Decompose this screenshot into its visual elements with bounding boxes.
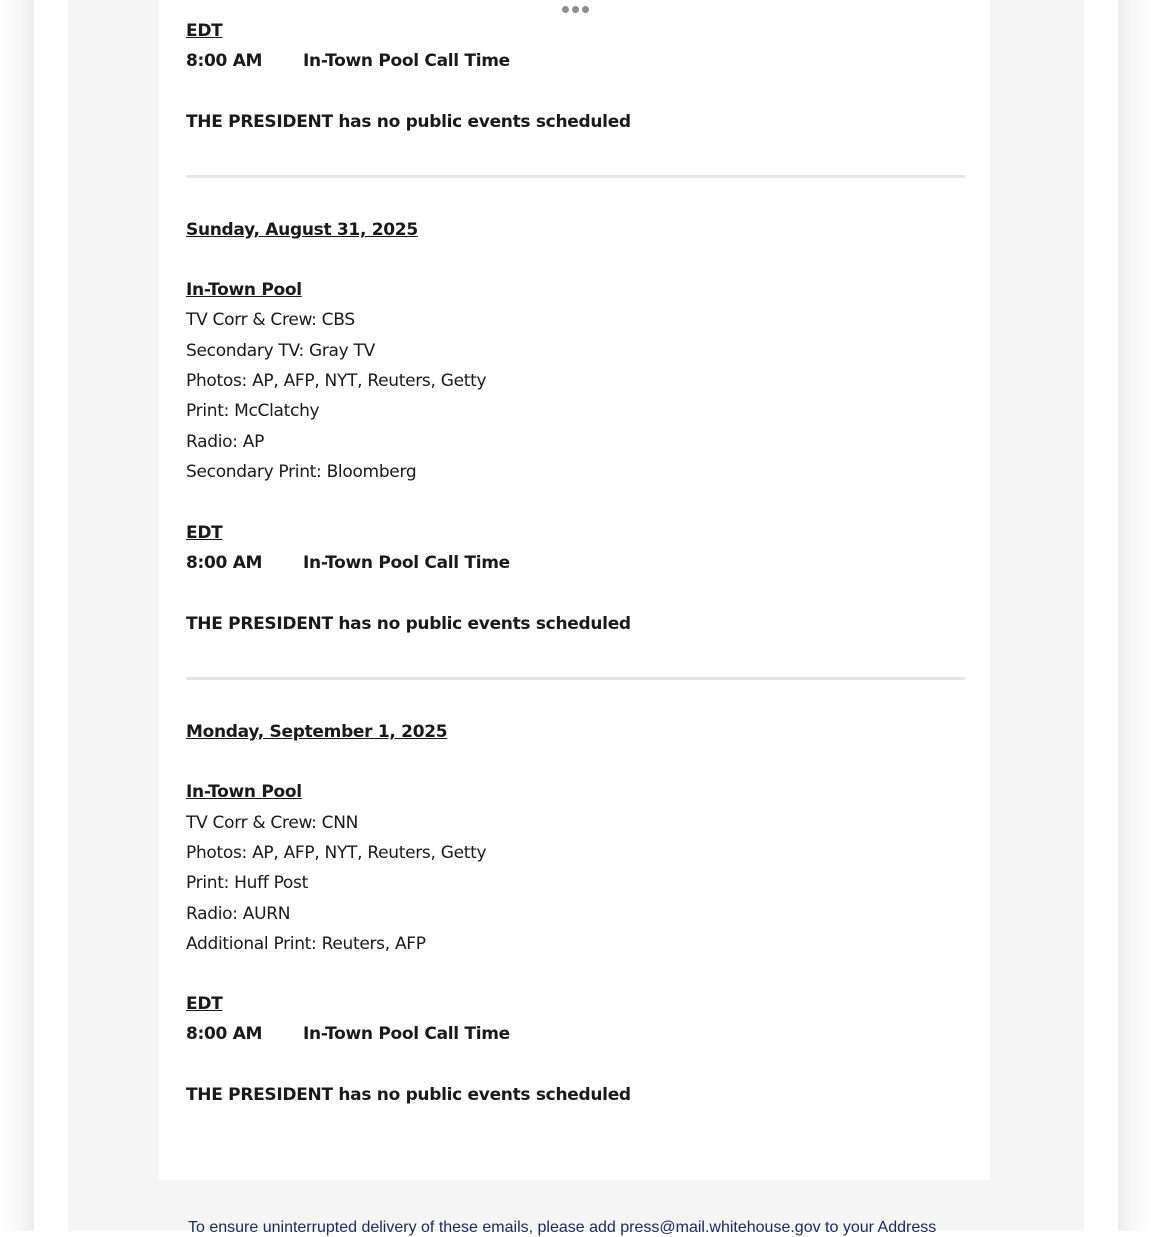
president-schedule-note: THE PRESIDENT has no public events scheduled bbox=[186, 1085, 631, 1105]
dot-icon bbox=[582, 6, 589, 13]
more-options-icon[interactable] bbox=[557, 6, 593, 16]
event-time: 8:00 AM bbox=[186, 1024, 263, 1044]
pool-line: Print: Huff Post bbox=[186, 873, 308, 893]
page-shadow-right bbox=[1118, 0, 1152, 1231]
event-time: 8:00 AM bbox=[186, 553, 263, 573]
pool-line: Photos: AP, AFP, NYT, Reuters, Getty bbox=[186, 371, 487, 391]
pool-line: Additional Print: Reuters, AFP bbox=[186, 934, 426, 954]
day-date-heading: Monday, September 1, 2025 bbox=[186, 722, 448, 742]
pool-line: TV Corr & Crew: CNN bbox=[186, 813, 359, 833]
section-divider bbox=[186, 677, 965, 680]
event-time: 8:00 AM bbox=[186, 51, 263, 71]
pool-line: TV Corr & Crew: CBS bbox=[186, 310, 355, 330]
page-shadow-left bbox=[0, 0, 34, 1231]
pool-heading: In-Town Pool bbox=[186, 280, 302, 300]
pool-line: Secondary Print: Bloomberg bbox=[186, 462, 417, 482]
pool-heading: In-Town Pool bbox=[186, 782, 302, 802]
dot-icon bbox=[562, 6, 569, 13]
event-title: In-Town Pool Call Time bbox=[303, 553, 510, 573]
section-divider bbox=[186, 175, 965, 178]
pool-line: Photos: AP, AFP, NYT, Reuters, Getty bbox=[186, 843, 487, 863]
dot-icon bbox=[572, 6, 579, 13]
day-date-heading: Sunday, August 31, 2025 bbox=[186, 220, 418, 240]
president-schedule-note: THE PRESIDENT has no public events scheduled bbox=[186, 112, 631, 132]
pool-line: Print: McClatchy bbox=[186, 401, 320, 421]
event-title: In-Town Pool Call Time bbox=[303, 51, 510, 71]
pool-line: Secondary TV: Gray TV bbox=[186, 341, 375, 361]
event-title: In-Town Pool Call Time bbox=[303, 1024, 510, 1044]
pool-line: Radio: AURN bbox=[186, 904, 291, 924]
timezone-label: EDT bbox=[186, 523, 223, 543]
president-schedule-note: THE PRESIDENT has no public events scheduled bbox=[186, 614, 631, 634]
delivery-note: To ensure uninterrupted delivery of these emails, please add press@mail.whitehouse.gov to your Address bbox=[188, 1219, 937, 1236]
pool-line: Radio: AP bbox=[186, 432, 265, 452]
timezone-label: EDT bbox=[186, 994, 223, 1014]
timezone-label: EDT bbox=[186, 21, 223, 41]
